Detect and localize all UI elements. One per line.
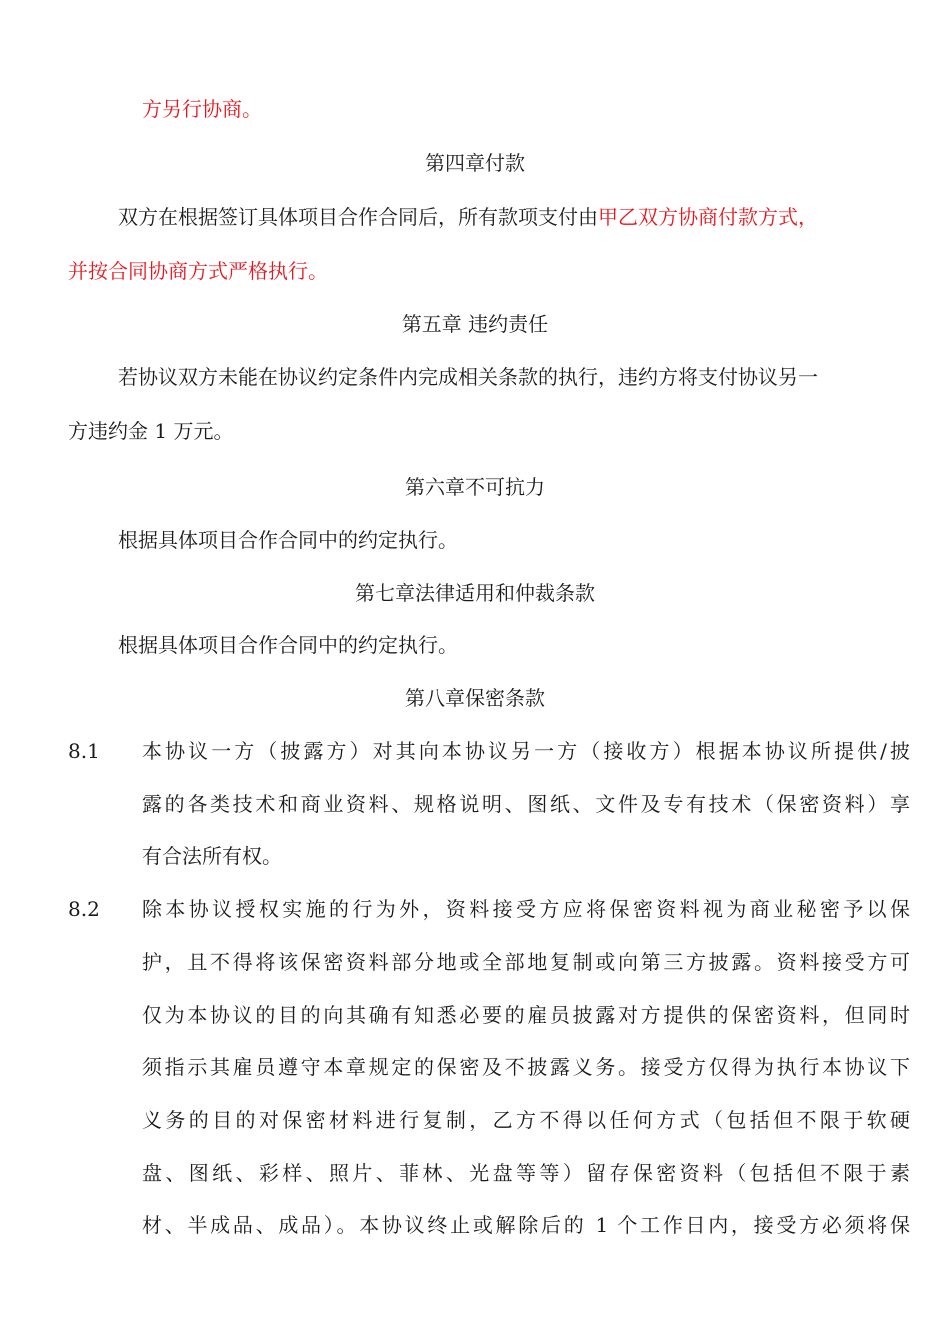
chapter-4-paragraph-line-1 [0, 204, 950, 230]
clause-number: 8.1 [68, 739, 100, 763]
clause-number: 8.2 [68, 897, 100, 921]
chapter-4-paragraph-line-2: 并按合同协商方式严格执行。 [68, 259, 328, 283]
clause-line: 露的各类技术和商业资料、规格说明、图纸、文件及专有技术（保密资料）享 [142, 792, 910, 816]
chapter-6-title: 第六章不可抗力 [405, 475, 545, 499]
clause-line: 盘、图纸、彩样、照片、菲林、光盘等等）留存保密资料（包括但不限于素 [142, 1161, 910, 1185]
clause-line: 除本协议授权实施的行为外，资料接受方应将保密资料视为商业秘密予以保 [142, 897, 910, 921]
intro-tail-text: 方另行协商。 [142, 97, 262, 121]
clause-line: 有合法所有权。 [142, 844, 282, 868]
chapter-7-body: 根据具体项目合作合同中的约定执行。 [118, 633, 458, 657]
clause-line: 材、半成品、成品）。本协议终止或解除后的 1 个工作日内，接受方必须将保 [142, 1213, 910, 1237]
chapter-8-title: 第八章保密条款 [405, 686, 545, 710]
clause-line: 义务的目的对保密材料进行复制，乙方不得以任何方式（包括但不限于软硬 [142, 1108, 910, 1132]
chapter-6-body: 根据具体项目合作合同中的约定执行。 [118, 528, 458, 552]
clause-line: 本协议一方（披露方）对其向本协议另一方（接收方）根据本协议所提供/披 [142, 739, 910, 763]
chapter-4-plain-text: 双方在根据签订具体项目合作合同后，所有款项支付由 [118, 205, 598, 229]
chapter-5-paragraph-line-1: 若协议双方未能在协议约定条件内完成相关条款的执行，违约方将支付协议另一 [118, 365, 818, 389]
clause-line: 仅为本协议的目的向其确有知悉必要的雇员披露对方提供的保密资料，但同时 [142, 1003, 910, 1027]
chapter-5-paragraph-line-2: 方违约金 1 万元。 [68, 419, 234, 443]
chapter-7-title: 第七章法律适用和仲裁条款 [355, 581, 595, 605]
clause-line: 须指示其雇员遵守本章规定的保密及不披露义务。接受方仅得为执行本协议下 [142, 1055, 910, 1079]
chapter-4-highlight-text: 甲乙双方协商付款方式， [598, 205, 818, 229]
clause-line: 护，且不得将该保密资料部分地或全部地复制或向第三方披露。资料接受方可 [142, 950, 910, 974]
chapter-4-title: 第四章付款 [425, 151, 525, 175]
chapter-5-title: 第五章 违约责任 [401, 312, 549, 336]
